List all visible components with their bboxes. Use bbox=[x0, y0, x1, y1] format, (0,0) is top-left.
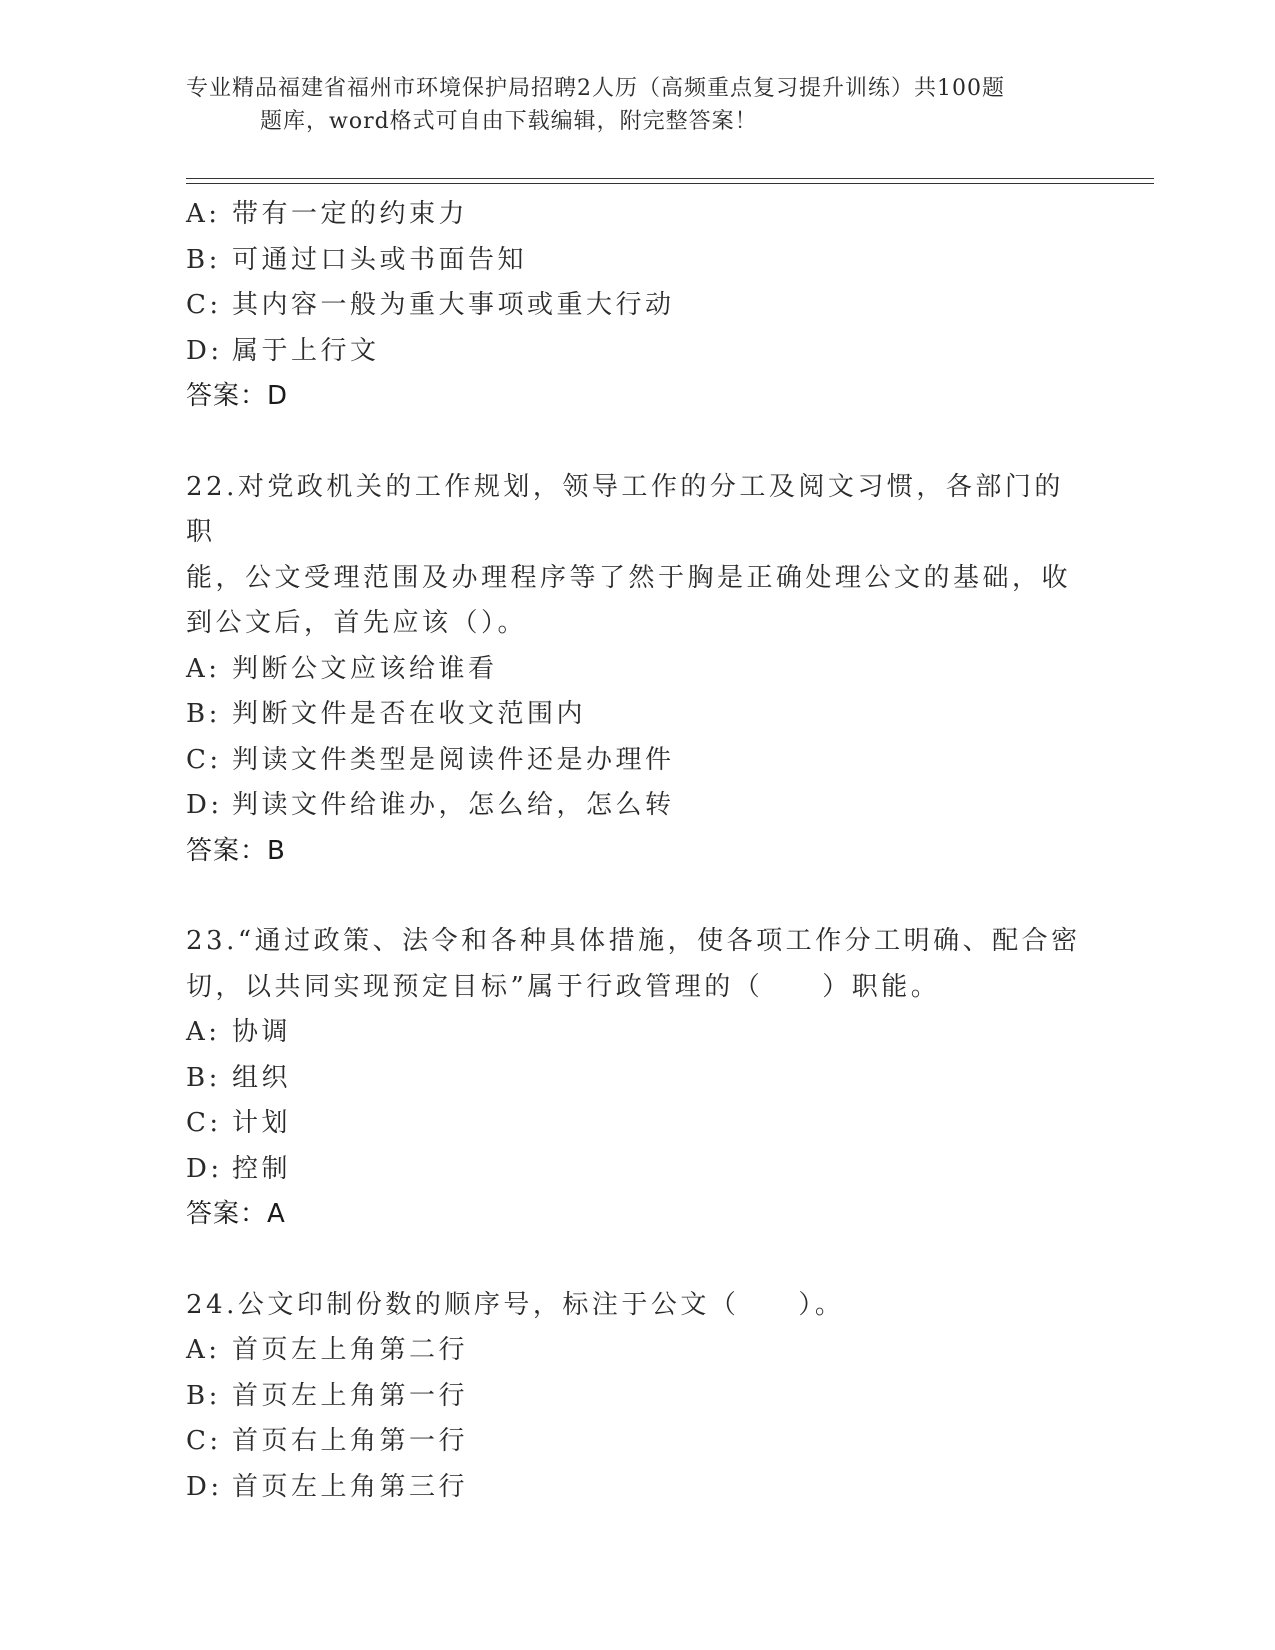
option-label: C: bbox=[186, 290, 222, 320]
option-b bbox=[186, 1374, 1086, 1420]
option-text: 首页左上角第三行 bbox=[232, 1471, 469, 1502]
question-stem bbox=[186, 1283, 1086, 1329]
option-label: B: bbox=[186, 699, 221, 729]
option-a bbox=[186, 1328, 1086, 1374]
option-b bbox=[186, 1056, 1086, 1102]
option-text: 属于上行文 bbox=[232, 335, 380, 366]
question-stem bbox=[186, 465, 1086, 647]
option-d bbox=[186, 329, 1086, 375]
option-d bbox=[186, 1465, 1086, 1511]
option-label: B: bbox=[186, 244, 221, 275]
option-d bbox=[186, 783, 1086, 829]
option-label: D: bbox=[186, 1153, 223, 1184]
option-text: 组织 bbox=[232, 1062, 292, 1093]
stem-line: 切，以共同实现预定目标”属于行政管理的（ ）职能。 bbox=[186, 971, 941, 1002]
option-text: 协调 bbox=[232, 1017, 292, 1047]
option-label: A: bbox=[186, 199, 221, 229]
header-divider-bottom bbox=[186, 183, 1154, 184]
option-text: 首页左上角第一行 bbox=[232, 1380, 469, 1411]
stem-line: 能，公文受理范围及办理程序等了然于胸是正确处理公文的基础，收 bbox=[186, 562, 1072, 593]
question-22 bbox=[186, 465, 1086, 875]
option-text: 带有一定的约束力 bbox=[232, 199, 469, 229]
header-title-line-2: 题库，word格式可自由下载编辑，附完整答案！ bbox=[260, 109, 758, 134]
option-d bbox=[186, 1147, 1086, 1193]
option-label: A: bbox=[186, 1017, 221, 1047]
stem-line: 23.“通过政策、法令和各种具体措施，使各项工作分工明确、配合密 bbox=[186, 926, 1081, 956]
option-c bbox=[186, 1419, 1086, 1465]
option-a bbox=[186, 647, 1086, 693]
answer-line: 答案：B bbox=[186, 835, 286, 866]
option-c bbox=[186, 738, 1086, 784]
answer-line: 答案：A bbox=[186, 1199, 286, 1229]
option-text: 其内容一般为重大事项或重大行动 bbox=[232, 290, 675, 320]
question-24 bbox=[186, 1283, 1086, 1511]
option-label: B: bbox=[186, 1380, 221, 1411]
option-label: C: bbox=[186, 1108, 222, 1138]
stem-line: 24.公文印制份数的顺序号，标注于公文（ ）。 bbox=[186, 1289, 845, 1320]
option-label: D: bbox=[186, 790, 223, 820]
option-text: 可通过口头或书面告知 bbox=[232, 244, 528, 275]
option-label: D: bbox=[186, 335, 223, 366]
stem-line: 22.对党政机关的工作规划，领导工作的分工及阅文习惯，各部门的职 bbox=[186, 471, 1064, 547]
option-text: 判读文件给谁办，怎么给，怎么转 bbox=[232, 790, 675, 820]
option-c bbox=[186, 1101, 1086, 1147]
stem-line: 到公文后，首先应该（）。 bbox=[186, 608, 528, 638]
header-title-line-1: 专业精品福建省福州市环境保护局招聘2人历（高频重点复习提升训练）共100题 bbox=[186, 76, 1005, 101]
option-label: C: bbox=[186, 1426, 222, 1456]
document-header bbox=[186, 72, 1096, 138]
option-label: A: bbox=[186, 1335, 221, 1365]
option-a bbox=[186, 1010, 1086, 1056]
header-divider-top bbox=[186, 178, 1154, 179]
question-list bbox=[186, 192, 1086, 1510]
option-text: 判断公文应该给谁看 bbox=[232, 653, 498, 684]
option-label: C: bbox=[186, 744, 222, 775]
option-text: 计划 bbox=[232, 1108, 292, 1138]
question-21-continued bbox=[186, 192, 1086, 420]
answer-line: 答案：D bbox=[186, 381, 289, 411]
option-text: 判读文件类型是阅读件还是办理件 bbox=[232, 744, 675, 775]
option-b bbox=[186, 238, 1086, 284]
option-text: 首页右上角第一行 bbox=[232, 1426, 469, 1456]
question-stem bbox=[186, 919, 1086, 1010]
option-text: 控制 bbox=[232, 1153, 292, 1184]
option-a bbox=[186, 192, 1086, 238]
option-c bbox=[186, 283, 1086, 329]
option-label: B: bbox=[186, 1062, 221, 1093]
question-23 bbox=[186, 919, 1086, 1238]
option-text: 判断文件是否在收文范围内 bbox=[232, 699, 587, 729]
option-label: D: bbox=[186, 1471, 223, 1502]
option-b bbox=[186, 692, 1086, 738]
option-text: 首页左上角第二行 bbox=[232, 1335, 469, 1365]
option-label: A: bbox=[186, 653, 221, 684]
